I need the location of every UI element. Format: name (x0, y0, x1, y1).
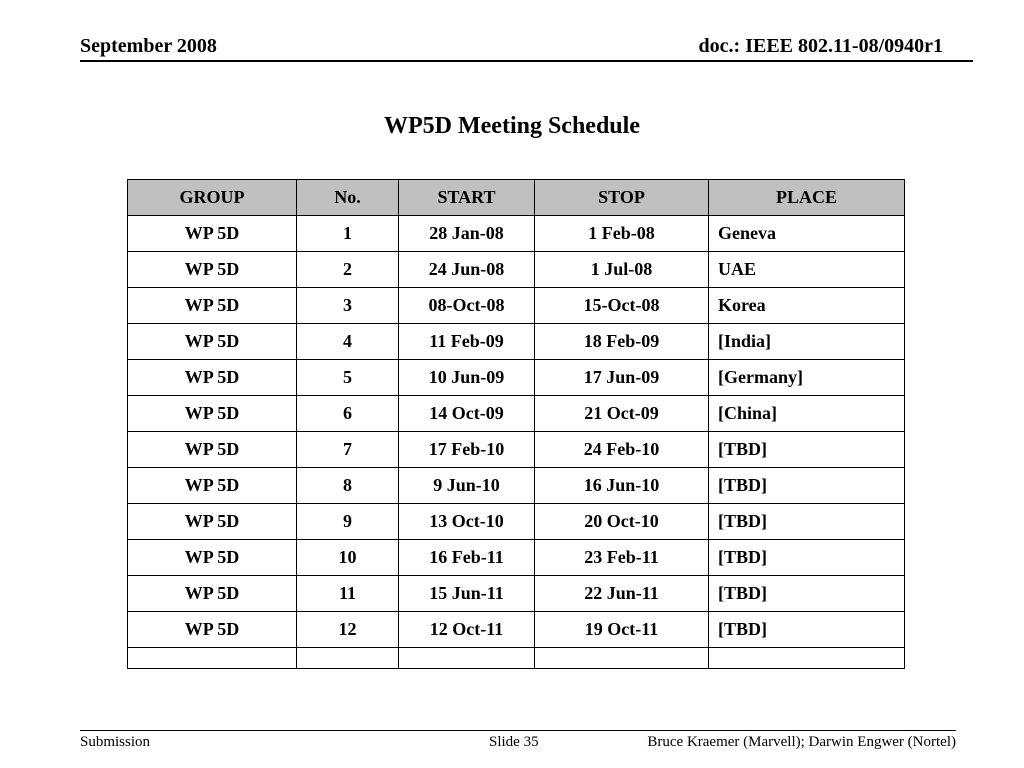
cell-place: [TBD] (709, 468, 905, 504)
cell-stop: 1 Jul-08 (535, 252, 709, 288)
cell-group: WP 5D (128, 324, 297, 360)
cell-group: WP 5D (128, 576, 297, 612)
cell-start: 13 Oct-10 (399, 504, 535, 540)
cell-group: WP 5D (128, 216, 297, 252)
cell-start: 24 Jun-08 (399, 252, 535, 288)
cell-group: WP 5D (128, 468, 297, 504)
cell-stop: 17 Jun-09 (535, 360, 709, 396)
cell-group: WP 5D (128, 504, 297, 540)
cell-stop: 18 Feb-09 (535, 324, 709, 360)
cell-no: 6 (297, 396, 399, 432)
cell-no: 9 (297, 504, 399, 540)
cell-place: Korea (709, 288, 905, 324)
cell-place: [TBD] (709, 576, 905, 612)
cell-no: 8 (297, 468, 399, 504)
cell-group: WP 5D (128, 252, 297, 288)
table-row (128, 216, 905, 252)
table-row (128, 252, 905, 288)
cell-no: 5 (297, 360, 399, 396)
cell-start: 10 Jun-09 (399, 360, 535, 396)
cell-place: [TBD] (709, 504, 905, 540)
cell-stop: 16 Jun-10 (535, 468, 709, 504)
cell-place: [India] (709, 324, 905, 360)
column-header-place: PLACE (709, 180, 905, 216)
cell-stop: 22 Jun-11 (535, 576, 709, 612)
cell-place: [TBD] (709, 540, 905, 576)
cell-start: 9 Jun-10 (399, 468, 535, 504)
cell-no: 3 (297, 288, 399, 324)
cell-stop: 1 Feb-08 (535, 216, 709, 252)
cell-place: [China] (709, 396, 905, 432)
cell-place: [TBD] (709, 432, 905, 468)
column-header-stop: STOP (535, 180, 709, 216)
cell-place: UAE (709, 252, 905, 288)
cell-place: [TBD] (709, 612, 905, 648)
table-row (128, 288, 905, 324)
cell-place: [Germany] (709, 360, 905, 396)
footer-slide-number: Slide 35 (489, 734, 539, 750)
table-row (128, 324, 905, 360)
cell-start: 15 Jun-11 (399, 576, 535, 612)
cell-stop: 21 Oct-09 (535, 396, 709, 432)
table-row (128, 432, 905, 468)
cell-group: WP 5D (128, 432, 297, 468)
header-date: September 2008 (80, 35, 217, 57)
cell-stop: 24 Feb-10 (535, 432, 709, 468)
cell-no: 7 (297, 432, 399, 468)
footer-submission: Submission (80, 734, 151, 750)
cell-no: 1 (297, 216, 399, 252)
cell-start: 08-Oct-08 (399, 288, 535, 324)
cell-group: WP 5D (128, 288, 297, 324)
table-row (128, 360, 905, 396)
cell-start: 12 Oct-11 (399, 612, 535, 648)
empty-cell (535, 648, 709, 669)
slide-title: WP5D Meeting Schedule (384, 113, 640, 139)
cell-no: 11 (297, 576, 399, 612)
column-header-group: GROUP (128, 180, 297, 216)
empty-table-row (128, 648, 905, 669)
footer-authors: Bruce Kraemer (Marvell); Darwin Engwer (Nortel) (647, 734, 956, 750)
column-header-start: START (399, 180, 535, 216)
empty-cell (709, 648, 905, 669)
meeting-schedule-table (127, 179, 905, 669)
slide-header (80, 33, 973, 62)
cell-group: WP 5D (128, 396, 297, 432)
cell-no: 10 (297, 540, 399, 576)
empty-cell (128, 648, 297, 669)
table-row (128, 396, 905, 432)
cell-place: Geneva (709, 216, 905, 252)
cell-start: 11 Feb-09 (399, 324, 535, 360)
table-row (128, 540, 905, 576)
table-row (128, 504, 905, 540)
cell-no: 2 (297, 252, 399, 288)
empty-cell (297, 648, 399, 669)
table-row (128, 612, 905, 648)
cell-no: 4 (297, 324, 399, 360)
cell-group: WP 5D (128, 612, 297, 648)
column-header-no: No. (297, 180, 399, 216)
cell-no: 12 (297, 612, 399, 648)
cell-group: WP 5D (128, 540, 297, 576)
table-header-row (128, 180, 905, 216)
cell-start: 28 Jan-08 (399, 216, 535, 252)
cell-start: 17 Feb-10 (399, 432, 535, 468)
cell-start: 16 Feb-11 (399, 540, 535, 576)
header-doc-id: doc.: IEEE 802.11-08/0940r1 (698, 35, 943, 57)
table-row (128, 576, 905, 612)
cell-stop: 23 Feb-11 (535, 540, 709, 576)
cell-stop: 20 Oct-10 (535, 504, 709, 540)
cell-group: WP 5D (128, 360, 297, 396)
cell-stop: 19 Oct-11 (535, 612, 709, 648)
cell-start: 14 Oct-09 (399, 396, 535, 432)
cell-stop: 15-Oct-08 (535, 288, 709, 324)
slide-footer (80, 730, 956, 750)
table-row (128, 468, 905, 504)
empty-cell (399, 648, 535, 669)
